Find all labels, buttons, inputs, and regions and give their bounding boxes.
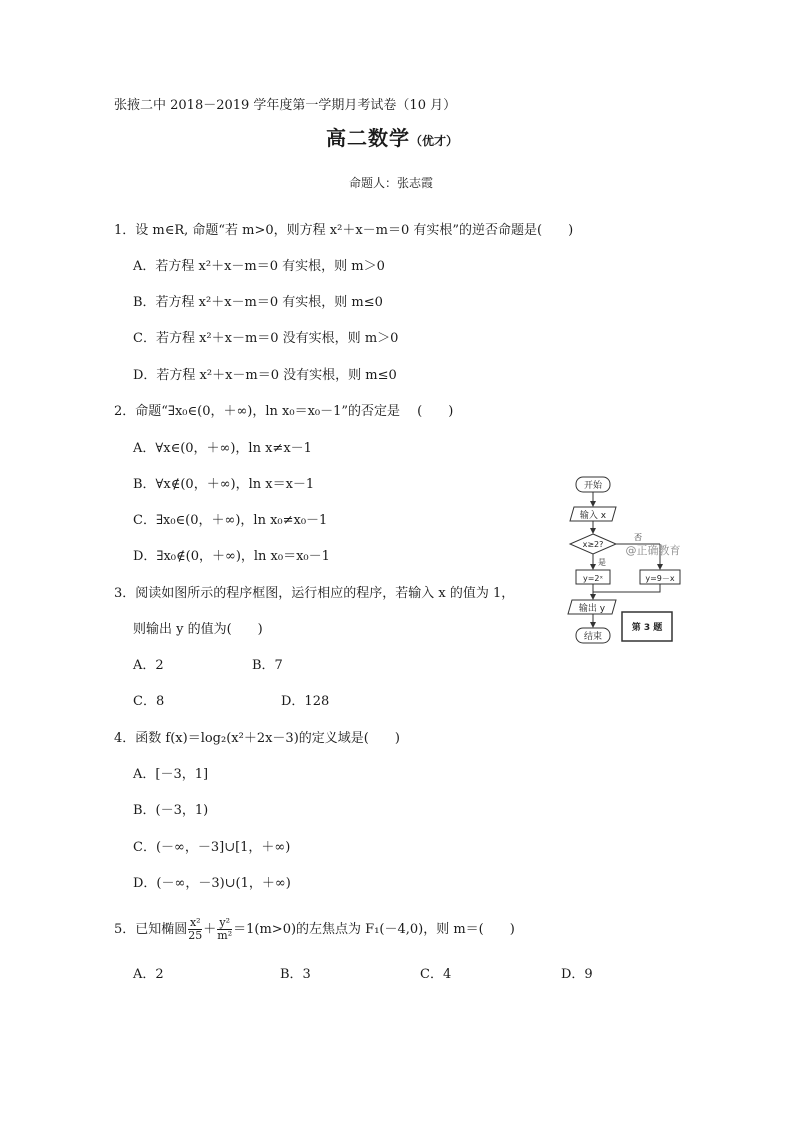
question-1-option-c: C．若方程 x²＋x－m＝0 没有实根，则 m＞0 — [133, 331, 399, 346]
question-1-option-b: B．若方程 x²＋x－m＝0 有实根，则 m≤0 — [133, 295, 383, 310]
question-1-stem: 1．设 m∈R, 命题“若 m>0，则方程 x²＋x－m＝0 有实根”的逆否命题是( ) — [114, 223, 574, 238]
question-4-option-a: A．[－3，1] — [133, 767, 209, 782]
question-5-option-a: A．2 — [133, 967, 164, 982]
fraction-2-numerator: y² — [217, 917, 232, 930]
question-5-prefix: 5．已知椭圆 — [114, 922, 188, 937]
question-1-option-d: D．若方程 x²＋x－m＝0 没有实根，则 m≤0 — [133, 368, 397, 383]
fraction-y-over-m — [217, 917, 232, 942]
question-2-option-c: C．∃x₀∈(0，＋∞)，ln x₀≠x₀－1 — [133, 513, 328, 528]
subject-note: （优才） — [410, 134, 459, 148]
question-5-option-d: D．9 — [561, 967, 593, 982]
fraction-2-denominator: m² — [217, 929, 233, 942]
question-5-suffix: ＝1(m>0)的左焦点为 F₁(－4,0)，则 m＝( ) — [233, 922, 515, 937]
page-title — [326, 126, 458, 153]
question-5-stem — [114, 917, 515, 942]
question-5-option-c: C．4 — [420, 967, 452, 982]
question-1-option-a: A．若方程 x²＋x－m＝0 有实根，则 m＞0 — [133, 259, 385, 274]
question-3-stem-line1: 3．阅读如图所示的程序框图，运行相应的程序，若输入 x 的值为 1， — [114, 586, 515, 601]
question-4-option-c: C．(－∞，－3]∪[1，＋∞) — [133, 840, 291, 855]
plus-sign: ＋ — [203, 922, 217, 937]
fraction-x-over-25 — [188, 917, 202, 942]
question-3-option-d: D．128 — [281, 694, 330, 709]
exam-header: 张掖二中 2018－2019 学年度第一学期月考试卷（10 月） — [114, 98, 457, 113]
flowchart-figure — [560, 474, 700, 650]
question-4-stem: 4．函数 f(x)＝log₂(x²＋2x－3)的定义域是( ) — [114, 731, 400, 746]
author-line: 命题人：张志霞 — [349, 176, 434, 190]
question-3-option-c: C．8 — [133, 694, 165, 709]
fraction-1-denominator: 25 — [188, 929, 203, 942]
question-3-option-b: B．7 — [252, 658, 283, 673]
subject-title: 高二数学 — [326, 126, 410, 150]
flowchart-no-label: 否 — [634, 533, 642, 542]
flowchart-yes-branch-label: y=2ˣ — [582, 574, 604, 583]
question-2-option-a: A．∀x∈(0，＋∞)，ln x≠x－1 — [133, 441, 312, 456]
question-5-option-b: B．3 — [280, 967, 311, 982]
flowchart-output-label: 输出 y — [578, 604, 606, 614]
question-3-option-a: A．2 — [133, 658, 164, 673]
question-2-option-d: D．∃x₀∉(0，＋∞)，ln x₀＝x₀－1 — [133, 549, 330, 564]
flowchart-start-label: 开始 — [583, 481, 603, 491]
figure-caption: 第 3 题 — [631, 623, 663, 633]
question-2-option-b: B．∀x∉(0，＋∞)，ln x＝x－1 — [133, 477, 315, 492]
flowchart-yes-label: 是 — [598, 558, 606, 567]
fraction-1-numerator: x² — [189, 916, 201, 929]
watermark-text: @正确教育 — [625, 544, 681, 557]
question-4-option-b: B．(－3，1) — [133, 803, 209, 818]
flowchart-condition-label: x≥2? — [582, 540, 604, 549]
question-4-option-d: D．(－∞，－3)∪(1，＋∞) — [133, 876, 291, 891]
flowchart-end-label: 结束 — [583, 632, 603, 642]
flowchart-no-branch-label: y=9－x — [645, 574, 675, 583]
flow-line — [593, 584, 660, 592]
question-2-stem: 2．命题“∃x₀∈(0，＋∞)，ln x₀＝x₀－1”的否定是 ( ) — [114, 404, 454, 419]
question-3-stem-line2: 则输出 y 的值为( ) — [133, 622, 263, 637]
flowchart-input-label: 输入 x — [579, 511, 607, 521]
